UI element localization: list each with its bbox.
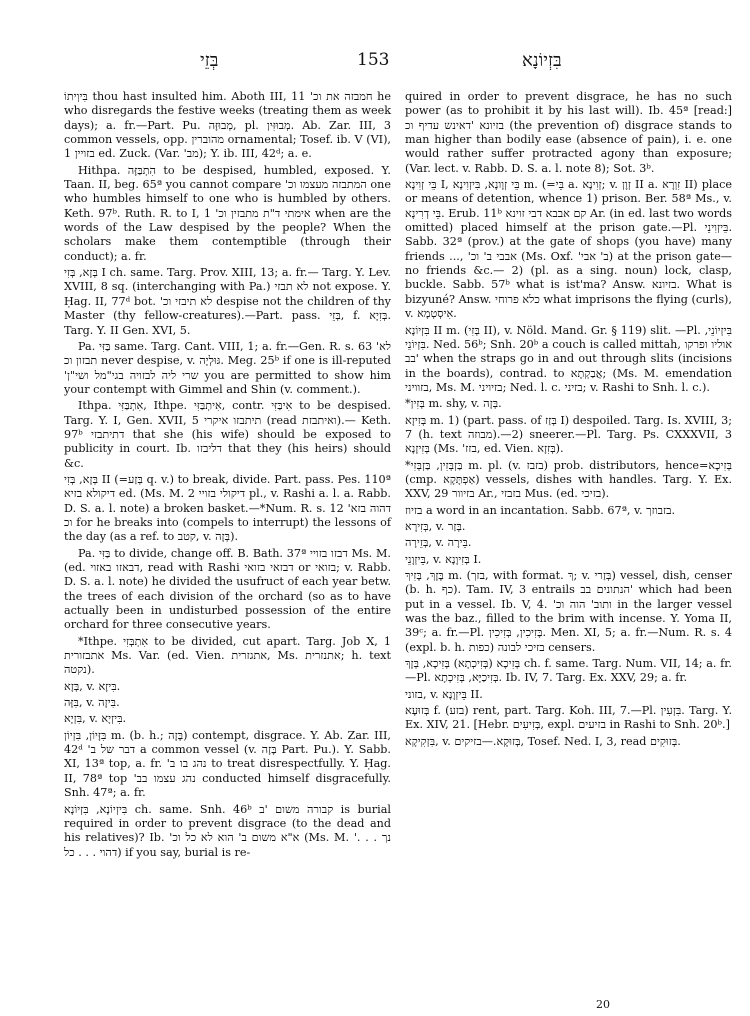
left-column — [64, 90, 391, 862]
header-right-headword: בִּזְיוֹנָא — [522, 50, 562, 71]
entry-paragraph: בִּזְקִיקָא, v. בְּזוּקָא.—בזיקים, Tosef. Ned. I, 3, read בְּזוּקִים. — [405, 734, 681, 748]
entry-paragraph: בִּזְיוֹנָא II m. (בְּזִי II), v. Nöld. Mand. Gr. § 119) slit. —Pl. בִּיזְיוֹנֵי, בִּזְיוֹנֵי. Ned. 56ᵇ; Snh. 20ᵇ a couch is called mittah, אוליו ופרקו בב' when the straps go in and out through slits (incisions in the boards), contrad. to אֲבַקְתָא; (Ms. M. emendation בזוויני, Ms. M. בזיויני; Ned. l. c. בזיני; v. Rashi to Snh. l. c.). — [405, 323, 733, 394]
entry-paragraph: בְּזִיזָא m. 1) (part. pass. of בְּזַז I) despoiled. Targ. Is. XVIII, 3; 7 (h. text מבוזה).—2) sneerer.—Pl. Targ. Ps. CXXXVII, 3 בְּזִיזָנָא (Ms. 'בזז, ed. Vien. בְּזִזָא). — [405, 413, 733, 456]
entry-paragraph: בְּזֵירָה, v. בֵּירָה. — [405, 536, 472, 550]
running-header — [0, 48, 750, 76]
entry-paragraph: בִּזְיָא, v. בִּיזְיָא. — [64, 712, 127, 726]
entry-paragraph: *Ithpe. אִתְבְּזִי to be divided, cut apart. Targ. Job X, 1 אתבזורית Ms. Var. (ed. Vien. אתגזרית, Ms. אתנזרית; h. text נקטה). — [64, 634, 392, 677]
entry-paragraph: בזוני, v. בֵּיזְוָנָא II. — [405, 687, 483, 701]
entry-paragraph: quired in order to prevent disgrace, he has no such power (as to prohibit it by his last will). Ib. 45ª [read:] בזיונא 'דאינש עדיף וכ (the prevention of) disgrace stands to man higher than bodily ease (absence of pain), i. e. one would rather suffer protracted agony than exposure; (Var. lect. v. Rabb. D. S. a. l. note 8); Sot. 3ᵇ. — [405, 90, 732, 175]
entry-paragraph: בְּזִירָא, v. בְּזַר. — [405, 519, 466, 533]
entry-paragraph: בִּיוְיתוֹ thou hast insulted him. Aboth III, 11 'חמבזה את וכ he who disregards the festive weeks (treating them as week days); a. fr.—Part. Pu. מְבוּזָּה, pl. מְבוּזִּין. Ab. Zar. III, 3 common vessels, opp. מהוברין ornamental; Tosef. ib. V (VI), 1 בזויין ed. Zuck. (Var. 'מב); Y. ib. III, 42ᵈ; a. e. — [64, 90, 391, 161]
entry-paragraph: בְּזָא, בְּזִי II (=בְּזַע q. v.) to break, divide. Part. pass. Pes. 110ª דיקולא בזיא ed. (Ms. M. 2 דיקולי בזויי pl., v. Rashi a. l. a. Rabb. D. S. a. l. note) a broken basket.—*Num. R. s. 12 'דהוה בזא וכ for he breaks into (compels to interrupt) the lessons of the day (as a ref. to קטב, v. בְּזָה). — [64, 472, 391, 544]
signature-mark: 20 — [596, 998, 610, 1011]
entry-paragraph: בֵּיזְוָנֵי, v. בְּזִיוָנָא I. — [405, 552, 482, 566]
entry-paragraph: Ithpa. אִתְבַּזִּי, Ithpe. אִיתְבַּזִּי, contr. אִיבַּזִּי to be despised. Targ. Y. I, Gen. XVII, 5 תיתבזו איקרי (read ואיתבזת).— Keth. 97ᵇ דתיתבזי that she (his wife) should be exposed to publicity in court. Ib. דליבזו that they (his heirs) should &c. — [64, 399, 392, 470]
page-number: 153 — [357, 50, 390, 70]
entry-paragraph: בָּזָךְ, בָּזִיךְ m. (בזך, with format. ךְ; v. בְּזַרי) vessel, dish, censer (b. h. כף). Tam. IV, 3 entrails הנתונים בב' which had been put in a vessel. Ib. V, 4. 'ותוב' הוה וכ in the larger vessel was the baz., filled to the brim with incense. Y. Yoma II, 39ᶜ; a. fr.—Pl. בָּזִיכִין, בְּזִיכִין. Men. XI, 5; a. fr.—Num. R. s. 4 (expl. b. h. כפות) בזיכי לבונה censers. — [405, 569, 733, 654]
entry-paragraph: Pa. בַּזִּי to divide, change off. B. Bath. 37ª דבזו בזויי Ms. M. (ed. דבאזו באזוי, read with Rashi דבזאי בזואי or בזואי; v. Rabb. D. S. a. l. note) he divided the usufruct of each year betw. the trees of each division of the orchard (so as to have actually been in undisturbed possession of the entire orchard for three consecutive years. — [64, 546, 392, 632]
entry-paragraph: בִּיזְיוֹנָא, בִּזְיוֹנָא ch. same. Snh. 46ᵇ קבורה משום 'ב is burial required in order to prevent disgrace (to the dead and his relatives)? Ib. 'א"א משום ב' הוא לא כל וכ (Ms. M. '. . . נך דהוי . . . כל) if you say, burial is re- — [64, 802, 391, 859]
entry-paragraph: בִּזָּיוֹן, בִּזְיוֹן m. (b. h.; בָּזָה) contempt, disgrace. Y. Ab. Zar. III, 42ᵈ 'דבר של ב a common vessel (v. בָּזָה Part. Pu.). Y. Sabb. XI, 13ª top, a. fr. 'נהג בו ב to treat disrespectfully. Y. Ḥag. II, 78ª top 'נהג עצמו בב conducted himself disgracefully. Snh. 47ª; a. fr. — [64, 728, 391, 800]
right-column — [405, 90, 732, 751]
entry-paragraph: Pa. בַּזִּי same. Targ. Cant. VIII, 1; a. fr.—Gen. R. s. 63 'לא תבזון וכ never despise, v. גּוּלְיָה. Meg. 25ᵇ if one is ill-reputed 'שרי ליה לבזויה בגי"מל ושי"ן you are permitted to show him your contempt with Gimmel and Shin (v. comment.). — [64, 339, 392, 396]
entry-paragraph: בְּזִיכָא (בְּזִיכְתָא) בְּזִיכָא, בְּזָךְ ch. f. same. Targ. Num. VII, 14; a. fr.—Pl. בְּזִיכַיָּא, בְּזִיכְתָא. Ib. IV, 7. Targ. Ex. XXV, 29; a. fr. — [405, 657, 732, 685]
entry-paragraph: בזיוז a word in an incantation. Sabb. 67ª, v. בזבוזך. — [405, 503, 676, 517]
header-left-headword: בְּזֵי — [200, 50, 219, 71]
entry-paragraph: בְּזָא, v. בִּיזָא. — [64, 679, 121, 693]
entry-paragraph: בְּזוּעָא f. (בזע) rent, part. Targ. Koh. III, 7.—Pl. בִּזְעִין. Targ. Y. Ex. XIV, 21. [Hebr. בְּזִיעִים, expl. בזיעים in Rashi to Snh. 20ᵇ.] — [405, 704, 732, 732]
entry-paragraph: *בְּזִין m. shy, v. בְּזָה. — [405, 397, 502, 411]
entry-paragraph: בְּזָא, בְּזִי I ch. same. Targ. Prov. XIII, 13; a. fr.— Targ. Y. Lev. XVIII, 8 sq. (interchanging with Pa.) לא תבזי not expose. Y. Ḥag. II, 77ᵈ bot. 'לא תיבזי וכ despise not the children of thy Master (thy fellow-creatures).—Part. pass. בְּזֵי, f. בְּזִיָא. Targ. Y. II Gen. XVI, 5. — [64, 266, 391, 337]
entry-paragraph: בֵּי זְוִינָא I, בֵּי זְוָונָא, בִּיזְוִינָא m. (=בֵּי a. זְוִינָא; v. זְוָן II a. זִוְרָא II) place or means of detention, whence 1) prison. Ber. 58ª Ms., v. בֵּי דְרִינָא. Erub. 11ᵇ קם אבבא דבי זוינא Ar. (in ed. last two words omitted) placed himself at the prison gate.—Pl. בֵּיזְוִינֵי. Sabb. 32ª (prov.) at the gate of shops (you have) many friends ..., 'אבבי ב' וכ (Ms. Oxf. 'ב' אבי) at the prison gate—no friends &c.— 2) (pl. as a sing. noun) lock, clasp, buckle. Sabb. 57ᵇ what is ist'ma? Answ. בזיונא. What is bizyuné? Answ. כלא פרוחי what imprisons the flying (curls), v. אִיסְטְמָא. — [405, 178, 733, 321]
entry-paragraph: Hithpa. הִתְבַּזָּה to be despised, humbled, exposed. Y. Taan. II, beg. 65ª you cannot compare 'המתבזה מעצמו וכ one who humbles himself to one who is humbled by others. Keth. 97ᵇ. Ruth. R. to I, 1 'אימתי ד"ת מתבזין וכ when are the words of the Law despised by the people? When the scholars make them contemptible (through their conduct); a. fr. — [64, 163, 391, 263]
entry-paragraph: בִּזָּה, v. בִּיזָה. — [64, 696, 120, 710]
entry-paragraph: *בַּזְבְּזִין, בַּזְבְּזִי m. pl. (v. בזבז) prob. distributors, hence=בְּזִיכָא (cmp. אַפְתָּקָא) vessels, dishes with handles. Targ. Y. Ex. XXV, 29 בזיוור Ar., בזבזי Mus. (ed. בזיכי). — [405, 458, 733, 501]
